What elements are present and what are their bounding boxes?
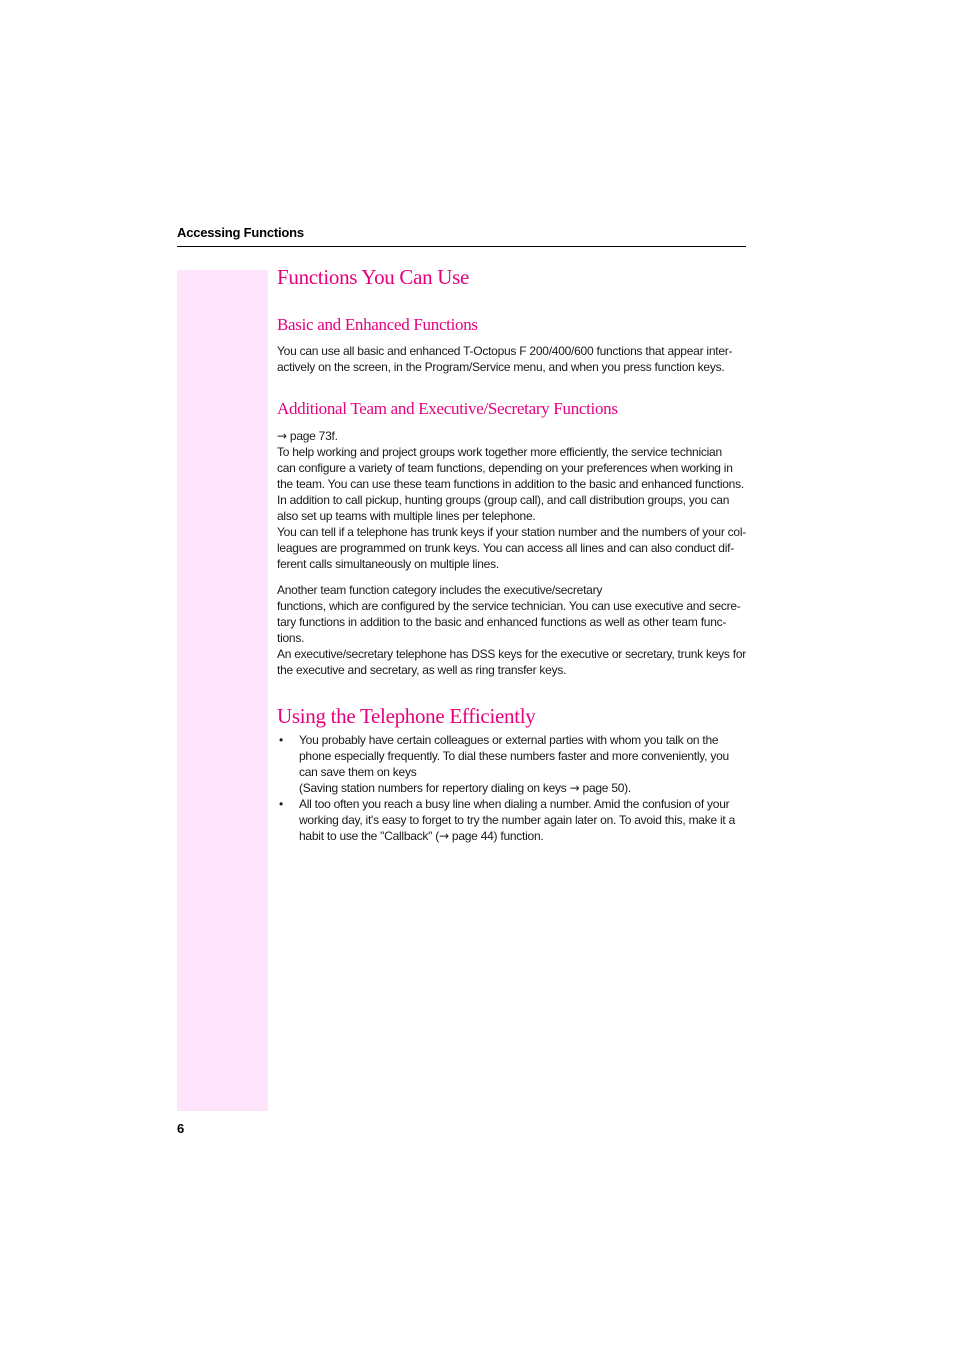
text-line: Another team function category includes the executive/secretary [277, 583, 603, 597]
running-header: Accessing Functions [177, 225, 304, 240]
margin-sidebar [177, 270, 268, 1111]
header-rule [177, 246, 746, 247]
text-line: tary functions in addition to the basic and enhanced functions as well as other team func- [277, 615, 727, 629]
text-line: To help working and project groups work together more efficiently, the service technician [277, 445, 722, 459]
text-line: You can use all basic and enhanced T-Octopus F 200/400/600 functions that appear inter- [277, 344, 733, 358]
bullet-icon: • [279, 797, 283, 811]
subsection-title-team-executive: Additional Team and Executive/Secretary Functions [277, 399, 618, 418]
page-reference: page 50). [579, 781, 631, 795]
text-line: tions. [277, 631, 305, 645]
text-line: In addition to call pickup, hunting groups (group call), and call distribution groups, you can [277, 493, 730, 507]
text-line [299, 828, 747, 844]
text-line: An executive/secretary telephone has DSS keys for the executive or secretary, trunk keys for [277, 647, 747, 661]
arrow-right-icon: → [277, 429, 287, 443]
text-span: habit to use the "Callback" ( [299, 829, 440, 843]
text-line: ferent calls simultaneously on multiple lines. [277, 557, 499, 571]
list-item [277, 796, 747, 844]
text-line: phone especially frequently. To dial these numbers faster and more conveniently, you [299, 749, 729, 763]
text-line: can configure a variety of team functions, depending on your preferences when working in [277, 461, 733, 475]
page-reference: page 73f. [286, 429, 338, 443]
page-number: 6 [177, 1121, 185, 1136]
list-item [277, 732, 747, 796]
arrow-right-icon: → [569, 781, 580, 795]
executive-functions-paragraph [277, 582, 747, 678]
text-line: actively on the screen, in the Program/Service menu, and when you press function keys. [277, 360, 725, 374]
text-line: also set up teams with multiple lines per telephone. [277, 509, 536, 523]
text-line: working day, it's easy to forget to try the number again later on. To avoid this, make it a [299, 813, 735, 827]
team-reference [277, 428, 747, 444]
text-span: (Saving station numbers for repertory dialing on keys [299, 781, 570, 795]
text-line [299, 780, 747, 796]
section-title-using-telephone-efficiently: Using the Telephone Efficiently [277, 704, 536, 728]
subsection-title-basic-enhanced: Basic and Enhanced Functions [277, 315, 478, 334]
text-line: the executive and secretary, as well as ring transfer keys. [277, 663, 567, 677]
text-line: All too often you reach a busy line when dialing a number. Amid the confusion of your [299, 797, 730, 811]
basic-enhanced-paragraph [277, 343, 747, 375]
arrow-right-icon: → [439, 829, 449, 843]
text-line: can save them on keys [299, 765, 417, 779]
text-line: You can tell if a telephone has trunk keys if your station number and the numbers of your col- [277, 525, 747, 539]
page-reference: page 44) function. [448, 829, 544, 843]
text-line: You probably have certain colleagues or external parties with whom you talk on the [299, 733, 719, 747]
text-line: the team. You can use these team functions in addition to the basic and enhanced functions. [277, 477, 744, 491]
team-functions-paragraph [277, 444, 747, 572]
text-line: functions, which are configured by the service technician. You can use executive and secre- [277, 599, 741, 613]
page-content [277, 262, 747, 844]
text-line: leagues are programmed on trunk keys. You can access all lines and can also conduct dif- [277, 541, 734, 555]
tips-list [277, 732, 747, 844]
bullet-icon: • [279, 733, 283, 747]
section-title-functions-you-can-use: Functions You Can Use [277, 265, 470, 289]
